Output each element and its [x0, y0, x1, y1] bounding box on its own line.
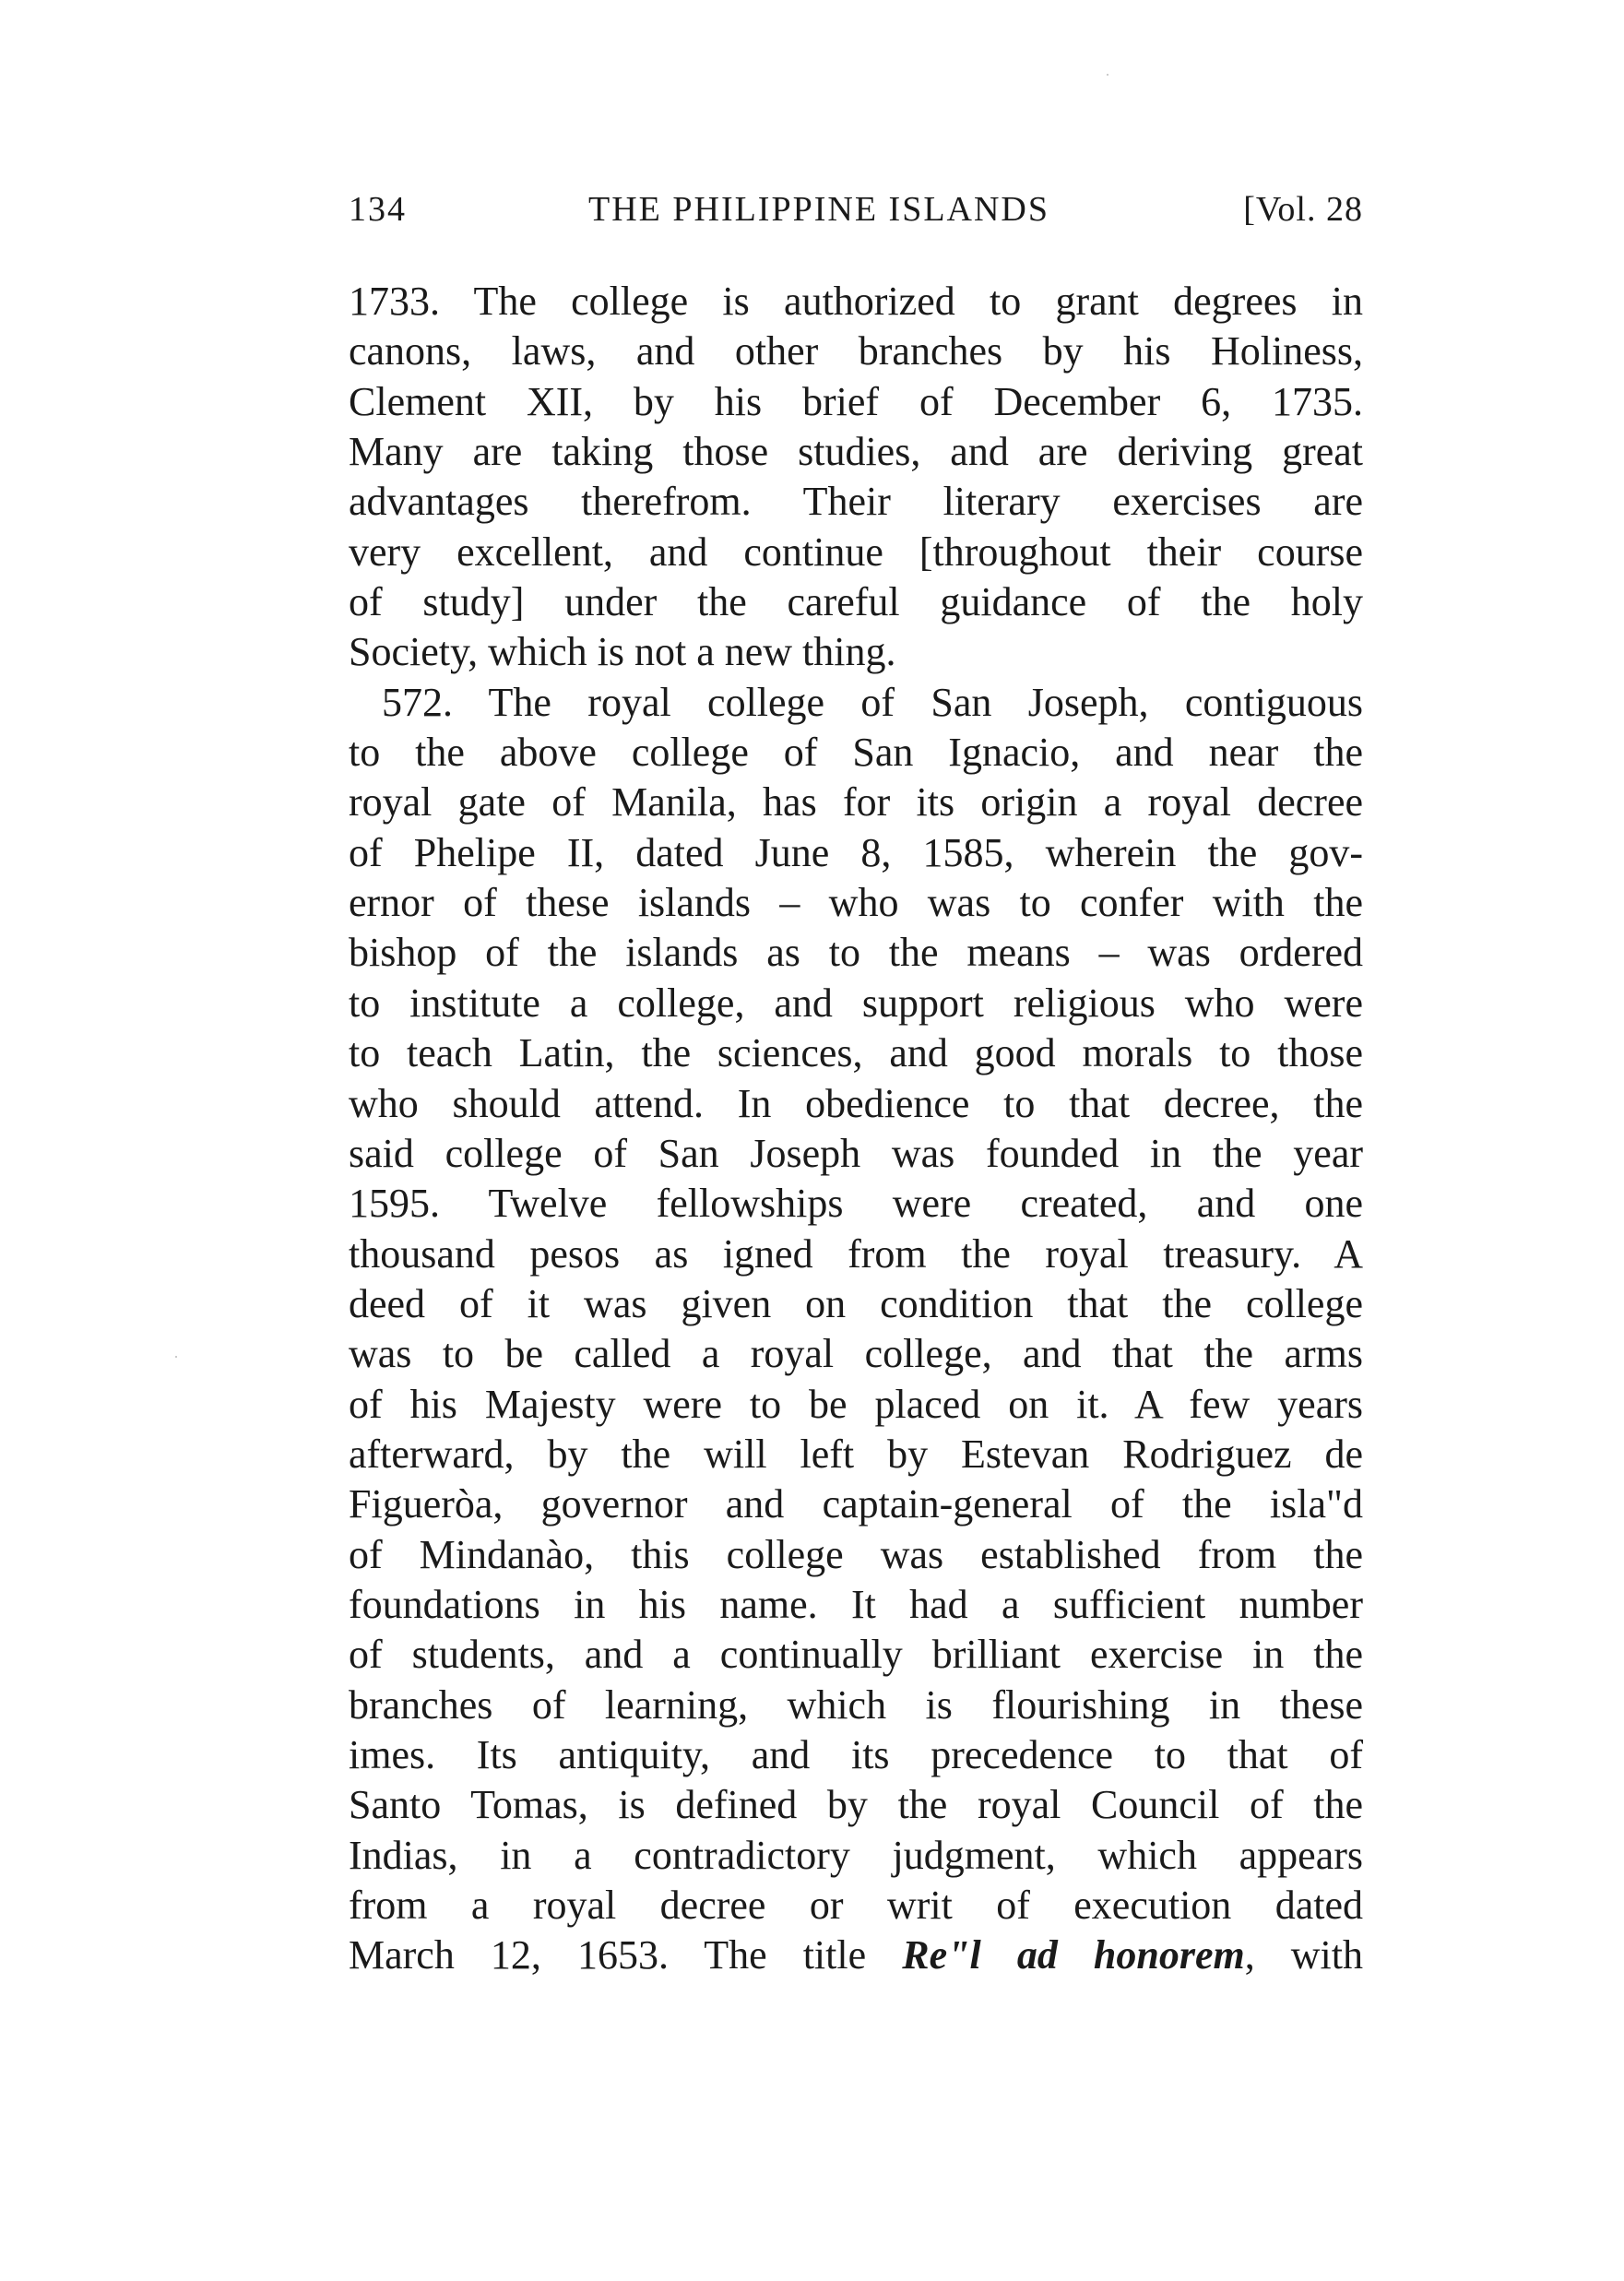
text-line: 1733. The college is authorized to grant degrees in: [349, 279, 1363, 324]
page-header: [349, 189, 1363, 244]
text-line: Santo Tomas, is defined by the royal Council of the: [349, 1782, 1363, 1828]
text-line: of study] under the careful guidance of the holy: [349, 579, 1363, 625]
text-line: of Phelipe II, dated June 8, 1585, wherein the gov-: [349, 829, 1363, 875]
text-line: was to be called a royal college, and that the arms: [349, 1331, 1363, 1377]
running-title: THE PHILIPPINE ISLANDS: [588, 190, 1049, 229]
text-line: Many are taking those studies, and are deriving great: [349, 429, 1363, 475]
text-line: royal gate of Manila, has for its origin a royal decree: [349, 779, 1363, 826]
final-line-start: March 12, 1653. The title: [349, 1932, 903, 1978]
page-number: 134: [349, 190, 407, 229]
text-line: Society, which is not a new thing.: [349, 629, 896, 675]
text-line: imes. Its antiquity, and its precedence to that of: [349, 1731, 1363, 1777]
text-line: very excellent, and continue [throughout their course: [349, 529, 1363, 575]
paragraph-start-line: 572. The royal college of San Joseph, contiguous: [382, 679, 1363, 725]
text-line: bishop of the islands as to the means – was ordered: [349, 930, 1363, 976]
text-line: to institute a college, and support religious who were: [349, 980, 1363, 1026]
text-line: afterward, by the will left by Estevan Rodriguez de: [349, 1431, 1363, 1477]
text-line: Indias, in a contradictory judgment, which appears: [349, 1832, 1363, 1878]
text-line: to teach Latin, the sciences, and good morals to those: [349, 1030, 1363, 1076]
text-line: canons, laws, and other branches by his Holiness,: [349, 328, 1363, 374]
text-line: to the above college of San Ignacio, and near the: [349, 730, 1363, 776]
final-line-end: , with: [1244, 1932, 1363, 1978]
text-line: branches of learning, which is flourishing in these: [349, 1681, 1363, 1728]
text-line: said college of San Joseph was founded in the year: [349, 1130, 1363, 1176]
paper-speck: [175, 1356, 177, 1358]
text-line: thousand pesos as igned from the royal treasury. A: [349, 1230, 1363, 1277]
text-line: of Mindanào, this college was established from the: [349, 1531, 1363, 1577]
text-line: ernor of these islands – who was to confer with the: [349, 880, 1363, 926]
text-line: from a royal decree or writ of execution dated: [349, 1883, 1363, 1928]
text-line: who should attend. In obedience to that decree, the: [349, 1080, 1363, 1126]
volume-label: [Vol. 28: [1243, 190, 1363, 229]
paper-speck: [1107, 74, 1108, 76]
body-text: [349, 277, 1363, 1981]
text-line: Figueròa, governor and captain-general of the isla"d: [349, 1481, 1363, 1527]
final-text-line: [349, 1931, 1363, 1980]
text-line: 1595. Twelve fellowships were created, and one: [349, 1181, 1363, 1227]
text-line: of his Majesty were to be placed on it. A few years: [349, 1381, 1363, 1427]
italic-title: Re"l ad honorem: [902, 1932, 1245, 1978]
text-line: advantages therefrom. Their literary exercises are: [349, 479, 1363, 525]
text-line: of students, and a continually brilliant exercise in the: [349, 1632, 1363, 1678]
text-line: Clement XII, by his brief of December 6, 1735.: [349, 378, 1363, 424]
text-line: foundations in his name. It had a sufficient number: [349, 1581, 1363, 1627]
text-line: deed of it was given on condition that the college: [349, 1280, 1363, 1326]
